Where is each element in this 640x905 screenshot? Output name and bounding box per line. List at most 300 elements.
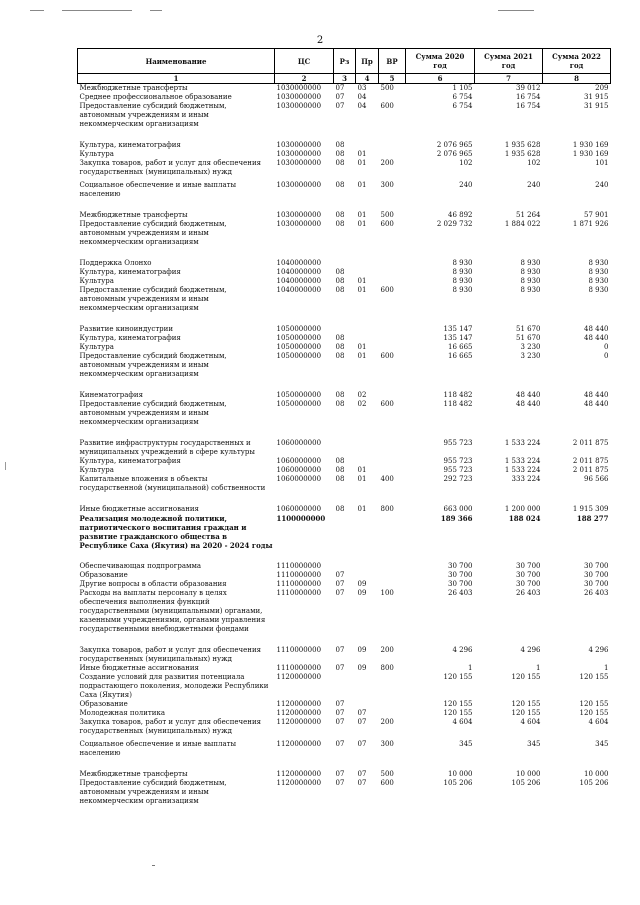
row-rz: 08 xyxy=(335,141,345,149)
row-sum-2022: 30 700 xyxy=(584,571,609,579)
row-cs: 1030000000 xyxy=(276,211,322,219)
row-vr: 500 xyxy=(380,770,394,778)
row-pr xyxy=(356,334,379,343)
row-name: Межбюджетные трансферты xyxy=(79,770,188,778)
row-rz: 07 xyxy=(335,589,345,597)
col-number: 6 xyxy=(406,74,475,84)
row-rz: 07 xyxy=(335,84,345,92)
row-sum-2022: 345 xyxy=(595,740,609,748)
row-name: Межбюджетные трансферты xyxy=(79,211,188,219)
row-sum-2022: 1 930 169 xyxy=(572,150,609,158)
table-row xyxy=(78,199,611,220)
row-sum-2021: 1 200 000 xyxy=(504,505,541,513)
row-sum-2020: 345 xyxy=(459,740,473,748)
row-rz: 07 xyxy=(335,646,345,654)
table-row xyxy=(78,334,611,343)
row-sum-2022: 10 000 xyxy=(584,770,609,778)
table-header xyxy=(78,49,611,84)
row-cs: 1120000000 xyxy=(276,779,322,787)
table-row xyxy=(78,758,611,779)
row-name: Культура xyxy=(79,466,114,474)
row-cs: 1110000000 xyxy=(276,589,322,597)
row-cs: 1110000000 xyxy=(276,580,322,588)
row-pr: 01 xyxy=(357,277,367,285)
row-cs: 1040000000 xyxy=(276,268,322,276)
row-cs: 1050000000 xyxy=(276,400,322,408)
row-rz: 08 xyxy=(335,457,345,465)
table-row xyxy=(78,709,611,718)
row-name: Социальное обеспечение и иные выплаты населению xyxy=(79,181,237,198)
row-sum-2020: 30 700 xyxy=(448,562,473,570)
row-pr: 01 xyxy=(357,211,367,219)
row-sum-2021: 26 403 xyxy=(516,589,541,597)
row-sum-2020: 663 000 xyxy=(443,505,473,513)
row-name: Предоставление субсидий бюджетным, автономным учреждениям и иным некоммерческим организациям xyxy=(79,400,227,426)
row-sum-2022: 4 604 xyxy=(588,718,609,726)
row-vr xyxy=(379,700,406,709)
row-pr: 01 xyxy=(357,150,367,158)
row-vr: 200 xyxy=(380,159,394,167)
row-rz: 08 xyxy=(335,343,345,351)
row-sum-2020: 118 482 xyxy=(443,391,473,399)
row-cs: 1110000000 xyxy=(276,646,322,654)
table-row xyxy=(78,589,611,634)
col-header-sum-2022: Сумма 2022 год xyxy=(543,49,611,74)
table-row xyxy=(78,343,611,352)
row-sum-2021: 8 930 xyxy=(520,259,541,267)
table-row xyxy=(78,268,611,277)
row-sum-2020: 16 665 xyxy=(448,343,473,351)
row-sum-2022: 48 440 xyxy=(584,400,609,408)
row-sum-2020: 4 604 xyxy=(452,718,473,726)
row-sum-2022: 240 xyxy=(595,181,609,189)
row-sum-2021: 105 206 xyxy=(511,779,541,787)
row-name: Обеспечивающая подпрограмма xyxy=(79,562,202,570)
row-rz: 07 xyxy=(335,93,345,101)
row-sum-2020: 6 754 xyxy=(452,102,473,110)
table-row xyxy=(78,93,611,102)
col-header-pr: Пр xyxy=(356,49,379,74)
row-name: Капитальные вложения в объекты государственной (муниципальной) собственности xyxy=(79,475,266,492)
row-sum-2022: 8 930 xyxy=(588,268,609,276)
row-sum-2020: 955 723 xyxy=(443,457,473,465)
row-name: Реализация молодежной политики, патриотического воспитания граждан и развитие гражданского общества в Республике Саха (Якутия) на 2020 - 2024 годы xyxy=(79,514,273,550)
row-sum-2022: 48 440 xyxy=(584,325,609,333)
row-rz: 08 xyxy=(335,211,345,219)
row-sum-2021: 10 000 xyxy=(516,770,541,778)
row-sum-2020: 135 147 xyxy=(443,334,473,342)
row-sum-2022: 120 155 xyxy=(579,673,609,681)
row-rz: 08 xyxy=(335,505,345,513)
row-name: Культура xyxy=(79,277,114,285)
row-rz: 07 xyxy=(335,770,345,778)
row-name: Молодежная политика xyxy=(79,709,165,717)
row-pr xyxy=(356,457,379,466)
row-rz: 07 xyxy=(335,718,345,726)
row-pr: 09 xyxy=(357,589,367,597)
row-pr: 02 xyxy=(357,400,367,408)
scan-mark xyxy=(5,462,6,470)
row-vr: 300 xyxy=(380,181,394,189)
row-sum-2022: 120 155 xyxy=(579,700,609,708)
row-name: Предоставление субсидий бюджетным, автономным учреждениям и иным некоммерческим организациям xyxy=(79,779,227,805)
row-rz: 08 xyxy=(335,475,345,483)
row-rz xyxy=(334,514,356,550)
row-sum-2020: 135 147 xyxy=(443,325,473,333)
row-rz: 07 xyxy=(335,740,345,748)
table-row xyxy=(78,580,611,589)
row-pr: 07 xyxy=(357,770,367,778)
row-sum-2021: 30 700 xyxy=(516,580,541,588)
row-vr xyxy=(379,379,406,400)
col-number: 2 xyxy=(275,74,334,84)
row-pr xyxy=(356,313,379,334)
row-sum-2021: 16 754 xyxy=(516,102,541,110)
table-row xyxy=(78,286,611,313)
row-cs: 1120000000 xyxy=(276,700,322,708)
scan-mark xyxy=(152,865,155,866)
row-vr: 800 xyxy=(380,664,394,672)
col-number: 3 xyxy=(334,74,356,84)
row-sum-2021: 51 670 xyxy=(516,334,541,342)
row-cs: 1050000000 xyxy=(276,352,322,360)
row-sum-2022: 96 566 xyxy=(584,475,609,483)
row-cs: 1030000000 xyxy=(276,220,322,228)
row-name: Культура, кинематография xyxy=(79,141,181,149)
row-vr: 600 xyxy=(380,102,394,110)
row-sum-2020: 955 723 xyxy=(443,439,473,447)
row-sum-2021: 3 230 xyxy=(520,352,541,360)
row-sum-2021: 1 884 022 xyxy=(504,220,541,228)
row-name: Культура, кинематография xyxy=(79,457,181,465)
row-sum-2020: 955 723 xyxy=(443,466,473,474)
row-sum-2021: 4 296 xyxy=(520,646,541,654)
row-pr: 03 xyxy=(357,84,367,92)
row-cs: 1050000000 xyxy=(276,391,322,399)
row-sum-2022: 8 930 xyxy=(588,286,609,294)
row-rz: 08 xyxy=(335,220,345,228)
row-pr: 07 xyxy=(357,718,367,726)
row-sum-2022: 26 403 xyxy=(584,589,609,597)
row-vr: 800 xyxy=(380,505,394,513)
row-rz: 07 xyxy=(335,664,345,672)
row-vr: 600 xyxy=(380,400,394,408)
row-vr xyxy=(379,129,406,150)
row-sum-2021: 120 155 xyxy=(511,673,541,681)
table-row xyxy=(78,352,611,379)
row-name: Образование xyxy=(79,700,128,708)
row-cs: 1030000000 xyxy=(276,93,322,101)
row-sum-2022: 2 011 875 xyxy=(572,466,609,474)
row-sum-2020: 8 930 xyxy=(452,286,473,294)
row-sum-2022: 8 930 xyxy=(588,259,609,267)
row-vr xyxy=(379,343,406,352)
row-vr xyxy=(379,268,406,277)
row-rz: 08 xyxy=(335,400,345,408)
row-sum-2021: 48 440 xyxy=(516,391,541,399)
row-vr xyxy=(379,709,406,718)
row-rz: 08 xyxy=(335,181,345,189)
row-sum-2020: 120 155 xyxy=(443,709,473,717)
col-header-sum-2020: Сумма 2020 год xyxy=(406,49,475,74)
row-cs: 1060000000 xyxy=(276,466,322,474)
row-cs: 1120000000 xyxy=(276,770,322,778)
table-row xyxy=(78,400,611,427)
row-rz: 08 xyxy=(335,286,345,294)
row-name: Предоставление субсидий бюджетным, автономным учреждениям и иным некоммерческим организациям xyxy=(79,352,227,378)
row-sum-2021: 120 155 xyxy=(511,709,541,717)
row-cs: 1120000000 xyxy=(276,673,322,681)
row-cs: 1030000000 xyxy=(276,102,322,110)
row-sum-2022: 48 440 xyxy=(584,391,609,399)
table-body xyxy=(78,84,611,807)
row-sum-2021: 1 533 224 xyxy=(504,466,541,474)
row-pr xyxy=(356,673,379,700)
row-sum-2021: 120 155 xyxy=(511,700,541,708)
table-row xyxy=(78,779,611,806)
row-rz: 08 xyxy=(335,334,345,342)
row-vr: 200 xyxy=(380,646,394,654)
table-row xyxy=(78,493,611,514)
row-name: Кинематография xyxy=(79,391,143,399)
row-pr: 01 xyxy=(357,343,367,351)
row-rz xyxy=(334,247,356,268)
table-row xyxy=(78,247,611,268)
row-name: Социальное обеспечение и иные выплаты населению xyxy=(79,740,237,757)
table-row xyxy=(78,673,611,700)
row-sum-2022: 8 930 xyxy=(588,277,609,285)
row-pr: 01 xyxy=(357,466,367,474)
scan-mark xyxy=(498,10,534,11)
row-sum-2020: 2 029 732 xyxy=(436,220,473,228)
row-rz: 07 xyxy=(335,102,345,110)
table-row xyxy=(78,220,611,247)
row-name: Расходы на выплаты персоналу в целях обеспечения выполнения функций государственными (муниципальными) органами, казенными учреждениями, органами управления государственными внебюджетными фондами xyxy=(79,589,266,633)
table-row xyxy=(78,514,611,550)
table-row xyxy=(78,159,611,177)
row-pr: 09 xyxy=(357,646,367,654)
row-name: Культура xyxy=(79,150,114,158)
row-pr: 09 xyxy=(357,580,367,588)
row-name: Культура, кинематография xyxy=(79,268,181,276)
col-number: 7 xyxy=(475,74,543,84)
row-sum-2020: 4 296 xyxy=(452,646,473,654)
row-pr: 02 xyxy=(357,391,367,399)
row-cs: 1030000000 xyxy=(276,84,322,92)
row-sum-2022: 105 206 xyxy=(579,779,609,787)
table-row xyxy=(78,466,611,475)
table-row xyxy=(78,150,611,159)
row-rz: 08 xyxy=(335,391,345,399)
budget-table xyxy=(77,48,611,806)
row-vr xyxy=(379,550,406,571)
row-sum-2021: 30 700 xyxy=(516,571,541,579)
col-number: 5 xyxy=(379,74,406,84)
row-rz xyxy=(334,673,356,700)
row-sum-2022: 101 xyxy=(595,159,609,167)
row-vr: 600 xyxy=(380,352,394,360)
row-name: Предоставление субсидий бюджетным, автономным учреждениям и иным некоммерческим организациям xyxy=(79,286,227,312)
row-pr: 09 xyxy=(357,664,367,672)
table-row xyxy=(78,718,611,736)
row-pr: 01 xyxy=(357,475,367,483)
row-sum-2021: 102 xyxy=(527,159,541,167)
row-sum-2022: 209 xyxy=(595,84,609,92)
col-number: 8 xyxy=(543,74,611,84)
row-name: Развитие инфраструктуры государственных и муниципальных учреждений в сфере культуры xyxy=(79,439,255,456)
row-sum-2020: 120 155 xyxy=(443,700,473,708)
table-row xyxy=(78,475,611,493)
row-sum-2021: 51 264 xyxy=(516,211,541,219)
col-header-name: Наименование xyxy=(78,49,275,74)
row-pr xyxy=(356,129,379,150)
row-pr: 01 xyxy=(357,181,367,189)
row-vr xyxy=(379,571,406,580)
column-number-row xyxy=(78,74,611,84)
row-cs: 1110000000 xyxy=(276,664,322,672)
row-sum-2021: 240 xyxy=(527,181,541,189)
table-row xyxy=(78,700,611,709)
row-vr: 400 xyxy=(380,475,394,483)
row-vr xyxy=(379,93,406,102)
row-sum-2020: 2 076 965 xyxy=(436,141,473,149)
row-sum-2022: 30 700 xyxy=(584,562,609,570)
row-cs: 1050000000 xyxy=(276,325,322,333)
row-rz: 07 xyxy=(335,700,345,708)
row-sum-2021: 39 012 xyxy=(516,84,541,92)
row-cs: 1030000000 xyxy=(276,181,322,189)
row-sum-2021: 188 024 xyxy=(508,514,541,523)
row-rz: 08 xyxy=(335,150,345,158)
row-cs: 1120000000 xyxy=(276,740,322,748)
row-sum-2020: 102 xyxy=(459,159,473,167)
row-cs: 1060000000 xyxy=(276,505,322,513)
row-sum-2022: 0 xyxy=(604,352,609,360)
row-sum-2022: 0 xyxy=(604,343,609,351)
row-rz: 07 xyxy=(335,779,345,787)
row-sum-2021: 1 935 628 xyxy=(504,141,541,149)
row-rz xyxy=(334,313,356,334)
table-row xyxy=(78,84,611,94)
row-sum-2021: 1 533 224 xyxy=(504,439,541,447)
row-rz: 07 xyxy=(335,571,345,579)
row-pr: 01 xyxy=(357,352,367,360)
scan-artifacts xyxy=(0,10,640,14)
row-vr xyxy=(379,334,406,343)
scan-mark xyxy=(150,10,162,11)
row-sum-2021: 8 930 xyxy=(520,268,541,276)
table-row xyxy=(78,634,611,664)
row-name: Поддержка Олонхо xyxy=(79,259,152,267)
row-pr xyxy=(356,268,379,277)
row-name: Межбюджетные трансферты xyxy=(79,84,188,92)
scan-mark xyxy=(62,10,132,11)
row-vr xyxy=(379,514,406,550)
row-rz: 08 xyxy=(335,466,345,474)
row-sum-2021: 345 xyxy=(527,740,541,748)
page-number: 2 xyxy=(316,35,324,46)
row-sum-2020: 6 754 xyxy=(452,93,473,101)
row-sum-2020: 240 xyxy=(459,181,473,189)
row-sum-2021: 51 670 xyxy=(516,325,541,333)
col-number: 4 xyxy=(356,74,379,84)
row-sum-2022: 2 011 875 xyxy=(572,439,609,447)
row-sum-2022: 48 440 xyxy=(584,334,609,342)
row-rz: 07 xyxy=(335,709,345,717)
table-row xyxy=(78,129,611,150)
row-vr xyxy=(379,150,406,159)
col-header-sum-2021: Сумма 2021 год xyxy=(475,49,543,74)
row-rz: 07 xyxy=(335,580,345,588)
row-sum-2021: 30 700 xyxy=(516,562,541,570)
row-sum-2021: 8 930 xyxy=(520,277,541,285)
row-cs: 1040000000 xyxy=(276,259,322,267)
row-sum-2022: 2 011 875 xyxy=(572,457,609,465)
row-sum-2022: 1 930 169 xyxy=(572,141,609,149)
row-pr: 01 xyxy=(357,505,367,513)
table-row xyxy=(78,457,611,466)
row-name: Образование xyxy=(79,571,128,579)
row-vr xyxy=(379,427,406,457)
table-row xyxy=(78,277,611,286)
row-rz xyxy=(334,550,356,571)
row-vr xyxy=(379,673,406,700)
row-sum-2020: 8 930 xyxy=(452,277,473,285)
row-sum-2020: 16 665 xyxy=(448,352,473,360)
row-vr xyxy=(379,313,406,334)
row-cs: 1060000000 xyxy=(276,457,322,465)
row-sum-2022: 57 901 xyxy=(584,211,609,219)
row-vr: 500 xyxy=(380,211,394,219)
table-row xyxy=(78,571,611,580)
table-row xyxy=(78,177,611,199)
row-sum-2022: 1 871 926 xyxy=(572,220,609,228)
row-sum-2022: 1 xyxy=(604,664,609,672)
row-cs: 1060000000 xyxy=(276,475,322,483)
row-name: Иные бюджетные ассигнования xyxy=(79,664,199,672)
row-sum-2020: 1 105 xyxy=(452,84,473,92)
col-header-cs: ЦС xyxy=(275,49,334,74)
row-vr: 600 xyxy=(380,779,394,787)
row-cs: 1060000000 xyxy=(276,439,322,447)
row-sum-2021: 1 935 628 xyxy=(504,150,541,158)
row-sum-2022: 30 700 xyxy=(584,580,609,588)
row-sum-2020: 120 155 xyxy=(443,673,473,681)
row-sum-2021: 1 xyxy=(536,664,541,672)
row-sum-2021: 4 604 xyxy=(520,718,541,726)
row-cs: 1040000000 xyxy=(276,286,322,294)
row-cs: 1100000000 xyxy=(276,514,326,523)
row-sum-2020: 30 700 xyxy=(448,571,473,579)
table-row xyxy=(78,313,611,334)
row-vr xyxy=(379,466,406,475)
row-name: Иные бюджетные ассигнования xyxy=(79,505,199,513)
row-sum-2020: 189 366 xyxy=(440,514,473,523)
row-sum-2021: 1 533 224 xyxy=(504,457,541,465)
row-vr: 100 xyxy=(380,589,394,597)
row-pr: 07 xyxy=(357,740,367,748)
row-vr: 600 xyxy=(380,286,394,294)
row-name: Предоставление субсидий бюджетным, автономным учреждениям и иным некоммерческим организациям xyxy=(79,220,227,246)
row-sum-2020: 118 482 xyxy=(443,400,473,408)
table-row xyxy=(78,736,611,758)
row-name: Развитие киноиндустрии xyxy=(79,325,173,333)
row-sum-2020: 1 xyxy=(468,664,473,672)
row-pr xyxy=(356,550,379,571)
row-pr: 07 xyxy=(357,779,367,787)
row-rz: 08 xyxy=(335,277,345,285)
row-vr xyxy=(379,277,406,286)
